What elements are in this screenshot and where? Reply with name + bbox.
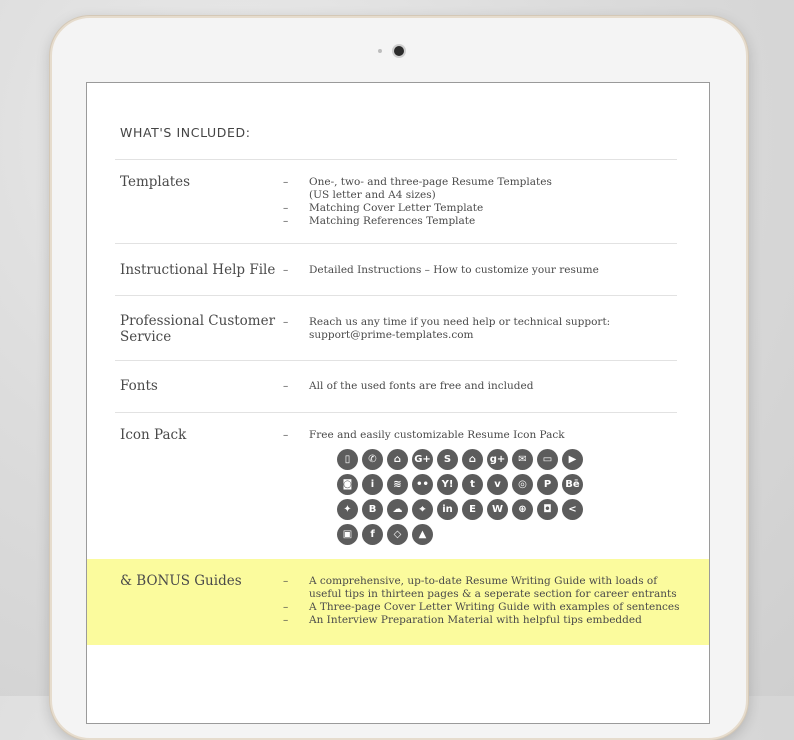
yahoo-icon: Y! [437,474,458,495]
google-plus-alt-icon: g+ [487,449,508,470]
section-icon-pack [115,412,677,559]
globe-icon: ⊕ [512,499,533,520]
section-items [283,380,683,393]
item-text: A comprehensive, up-to-date Resume Writing Guide with loads of useful tips in thirteen pages & a seperate section for career entrants [309,575,677,600]
item-text: A Three-page Cover Letter Writing Guide with examples of sentences [309,601,680,613]
home-icon: ⌂ [387,449,408,470]
google-plus-icon: G+ [412,449,433,470]
mail-icon: ✉ [512,449,533,470]
item-text: Detailed Instructions – How to customize your resume [309,264,599,276]
icon-grid [337,449,597,549]
dribbble-icon: ◎ [512,474,533,495]
section-title: Instructional Help File [120,262,276,278]
dash-marker: – [283,176,289,188]
facebook-icon: f [362,524,383,545]
list-item [283,380,683,393]
house-icon: ⌂ [462,449,483,470]
section-fonts [115,360,677,413]
pinterest-icon: P [537,474,558,495]
youtube-logo-icon: ▣ [337,524,358,545]
list-item [283,601,683,614]
section-help-file [115,243,677,296]
list-item [283,575,683,601]
phone-handset-icon: ✆ [362,449,383,470]
instagram-alt-icon: ◘ [537,499,558,520]
document-page [86,82,710,724]
item-text: Matching References Template [309,215,476,227]
dash-marker: – [283,202,289,214]
blogger-icon: B [362,499,383,520]
location-icon: ⌖ [412,499,433,520]
list-item-subtext [283,189,683,202]
skype-icon: S [437,449,458,470]
dash-marker: – [283,575,289,587]
dash-marker: – [283,215,289,227]
dropbox-icon: ◇ [387,524,408,545]
list-item [283,202,683,215]
behance-icon: Bē [562,474,583,495]
vimeo-icon: v [487,474,508,495]
item-subtext: (US letter and A4 sizes) [309,189,436,201]
section-customer-service [115,295,677,361]
share-icon: < [562,499,583,520]
monitor-icon: ▭ [537,449,558,470]
section-items [283,316,683,342]
tablet-sensor [378,49,382,53]
dash-marker: – [283,429,289,441]
section-templates [115,159,677,244]
section-items [283,264,683,277]
tablet-camera [394,46,404,56]
flickr-icon: •• [412,474,433,495]
twitter-icon: ✦ [337,499,358,520]
list-item [283,264,683,277]
info-icon: i [362,474,383,495]
section-title: & BONUS Guides [120,573,242,589]
dash-marker: – [283,601,289,613]
soundcloud-icon: ☁ [387,499,408,520]
section-items [283,429,683,442]
item-subtext: support@prime-templates.com [309,329,474,341]
list-item [283,316,683,329]
section-items [283,575,683,627]
section-items [283,176,683,228]
youtube-icon: ▶ [562,449,583,470]
item-text: Matching Cover Letter Template [309,202,484,214]
item-text: All of the used fonts are free and included [309,380,534,392]
rss-icon: ≋ [387,474,408,495]
dash-marker: – [283,614,289,626]
graduation-cap-icon: ▲ [412,524,433,545]
list-item [283,176,683,189]
instagram-icon: ◙ [337,474,358,495]
etsy-icon: E [462,499,483,520]
list-item [283,614,683,627]
page-heading: WHAT'S INCLUDED: [120,125,251,140]
item-text: An Interview Preparation Material with helpful tips embedded [309,614,642,626]
section-title: Icon Pack [120,427,187,443]
phone-icon: ▯ [337,449,358,470]
item-text: Reach us any time if you need help or technical support: [309,316,611,328]
linkedin-icon: in [437,499,458,520]
list-item [283,215,683,228]
dash-marker: – [283,264,289,276]
section-title: Fonts [120,378,158,394]
dash-marker: – [283,380,289,392]
item-text: One-, two- and three-page Resume Templates [309,176,552,188]
support-email[interactable] [283,329,683,342]
section-title: Professional Customer Service [120,313,276,345]
wordpress-icon: W [487,499,508,520]
tumblr-icon: t [462,474,483,495]
section-title: Templates [120,174,191,190]
list-item [283,429,683,442]
dash-marker: – [283,316,289,328]
item-text: Free and easily customizable Resume Icon Pack [309,429,565,441]
section-bonus-guides [87,559,709,645]
